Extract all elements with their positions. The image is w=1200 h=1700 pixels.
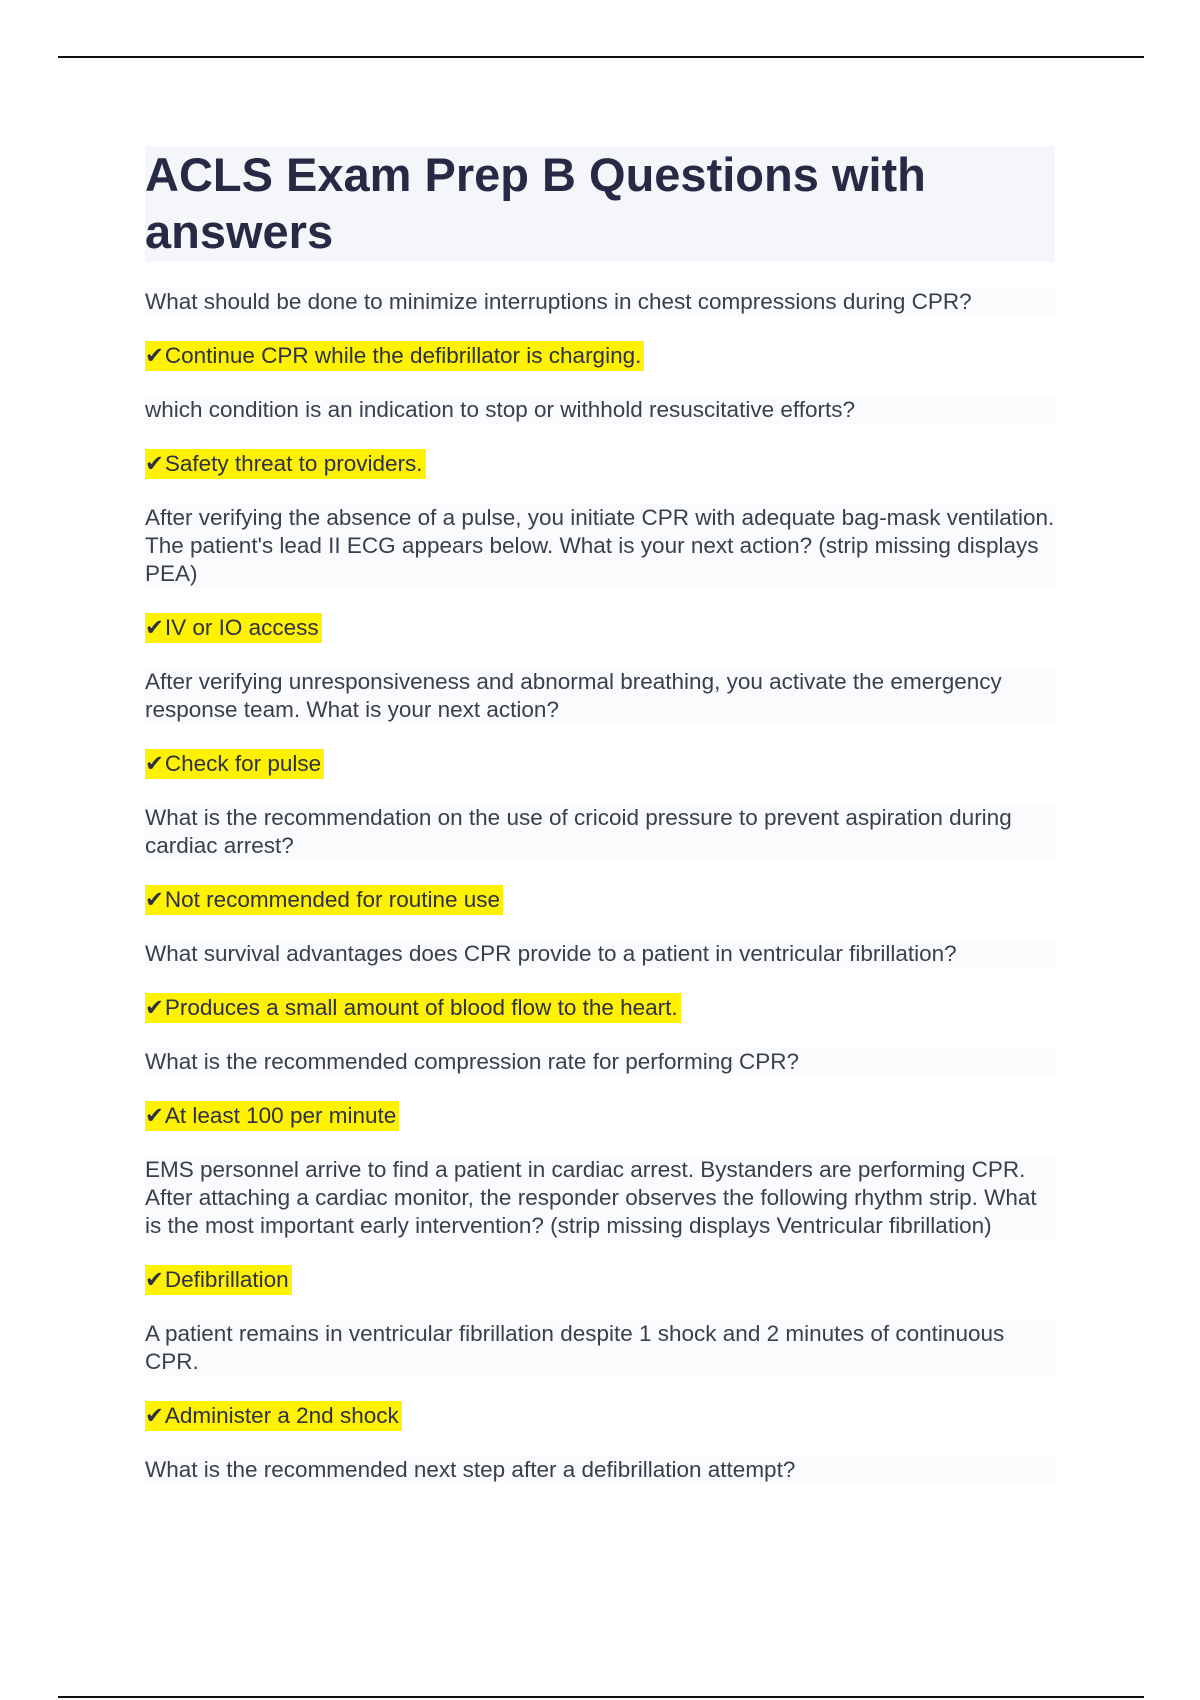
answer-text: Administer a 2nd shock — [164, 1403, 399, 1428]
highlighted-answer — [145, 749, 324, 779]
question-text: What is the recommended compression rate for performing CPR? — [145, 1048, 1055, 1076]
question-text: A patient remains in ventricular fibrillation despite 1 shock and 2 minutes of continuous CPR. — [145, 1320, 1055, 1376]
footer-rule — [58, 1696, 1144, 1698]
checkmark-icon: ✔ — [145, 343, 164, 368]
answer-row — [145, 1266, 1055, 1294]
question-text: EMS personnel arrive to find a patient in cardiac arrest. Bystanders are performing CPR. After attaching a cardiac monitor, the responder observes the following rhythm strip. What is the most important early intervention? (strip missing displays Ventricular fibrillation) — [145, 1156, 1055, 1240]
highlighted-answer — [145, 613, 322, 643]
checkmark-icon: ✔ — [145, 887, 164, 912]
question-text: After verifying the absence of a pulse, you initiate CPR with adequate bag-mask ventilation. The patient's lead II ECG appears below. What is your next action? (strip missing displays PEA) — [145, 505, 1055, 586]
highlighted-answer — [145, 1265, 292, 1295]
title-block — [145, 146, 1055, 262]
highlighted-answer — [145, 993, 681, 1023]
highlighted-answer — [145, 1401, 402, 1431]
checkmark-icon: ✔ — [145, 1103, 164, 1128]
question-text: What is the recommendation on the use of cricoid pressure to prevent aspiration during cardiac arrest? — [145, 804, 1055, 860]
question-text: What is the recommended next step after a defibrillation attempt? — [145, 1456, 1055, 1484]
answer-text: Defibrillation — [164, 1267, 289, 1292]
answer-row — [145, 342, 1055, 370]
highlighted-answer — [145, 1101, 399, 1131]
answer-text: Check for pulse — [164, 751, 322, 776]
checkmark-icon: ✔ — [145, 1403, 164, 1428]
answer-row — [145, 450, 1055, 478]
question-text: which condition is an indication to stop or withhold resuscitative efforts? — [145, 396, 1055, 424]
header-rule — [58, 56, 1144, 58]
question-text: After verifying unresponsiveness and abnormal breathing, you activate the emergency response team. What is your next action? — [145, 668, 1055, 724]
answer-text: At least 100 per minute — [164, 1103, 397, 1128]
answer-row — [145, 614, 1055, 642]
checkmark-icon: ✔ — [145, 451, 164, 476]
question-text: What should be done to minimize interruptions in chest compressions during CPR? — [145, 288, 1055, 316]
answer-row — [145, 886, 1055, 914]
answer-row — [145, 994, 1055, 1022]
answer-row — [145, 1402, 1055, 1430]
checkmark-icon: ✔ — [145, 995, 164, 1020]
answer-text: Continue CPR while the defibrillator is charging. — [164, 343, 642, 368]
answer-text: Not recommended for routine use — [164, 887, 501, 912]
highlighted-answer — [145, 341, 644, 371]
checkmark-icon: ✔ — [145, 1267, 164, 1292]
answer-text: IV or IO access — [164, 615, 319, 640]
checkmark-icon: ✔ — [145, 751, 164, 776]
highlighted-answer — [145, 885, 503, 915]
question-text: What survival advantages does CPR provide to a patient in ventricular fibrillation? — [145, 940, 1055, 968]
document-title: ACLS Exam Prep B Questions with answers — [145, 148, 926, 258]
document-body — [145, 146, 1055, 1510]
answer-row — [145, 1102, 1055, 1130]
answer-row — [145, 750, 1055, 778]
checkmark-icon: ✔ — [145, 615, 164, 640]
answer-text: Produces a small amount of blood flow to the heart. — [164, 995, 678, 1020]
answer-text: Safety threat to providers. — [164, 451, 423, 476]
highlighted-answer — [145, 449, 426, 479]
qa-list — [145, 288, 1055, 1484]
